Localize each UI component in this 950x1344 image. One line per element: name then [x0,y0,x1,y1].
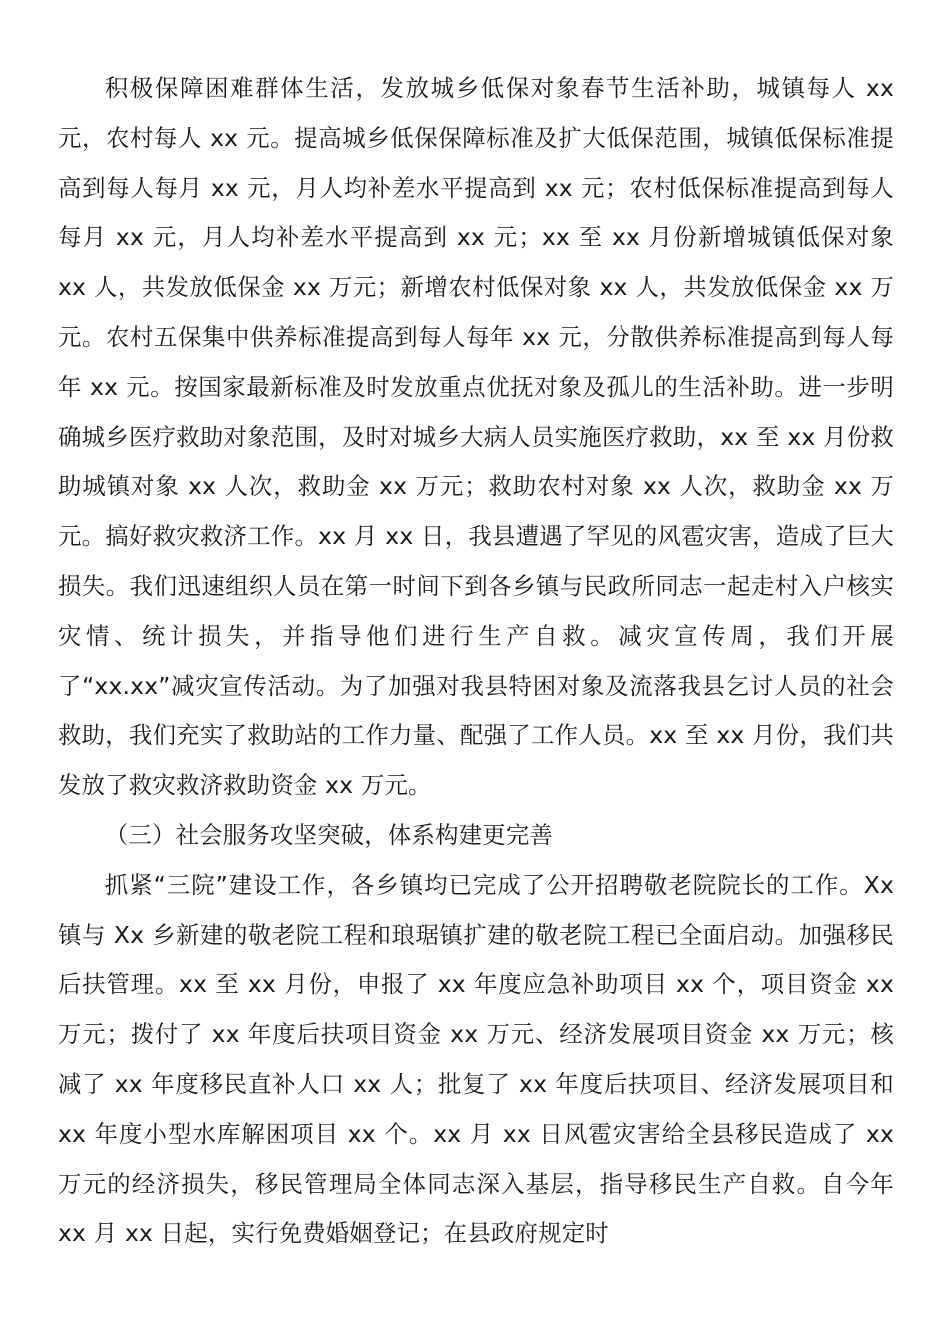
paragraph-social-services: 抓紧“三院”建设工作，各乡镇均已完成了公开招聘敬老院院长的工作。Xx 镇与 Xx 乡新建的敬老院工程和琅琚镇扩建的敬老院工程已全面启动。加强移民后扶管理。xx 至 xx 月份，申报了 xx 年度应急补助项目 xx 个，项目资金 xx 万元；拨付了 xx 年度后扶项目资金 xx 万元、经济发展项目资金 xx 万元；核减了 xx 年度移民直补人口 xx 人；批复了 xx 年度后扶项目、经济发展项目和 xx 年度小型水库解困项目 xx 个。xx 月 xx 日风雹灾害给全县移民造成了 xx 万元的经济损失，移民管理局全体同志深入基层，指导移民生产自救。自今年 xx 月 xx 日起，实行免费婚姻登记；在县政府规定时 [58,870,894,1248]
paragraph-social-assistance: 积极保障困难群体生活，发放城乡低保对象春节生活补助，城镇每人 xx 元，农村每人 xx 元。提高城乡低保保障标准及扩大低保范围，城镇低保标准提高到每人每月 xx 元，月人均补差水平提高到 xx 元；农村低保标准提高到每人每月 xx 元，月人均补差水平提高到 xx 元；xx 至 xx 月份新增城镇低保对象 xx 人，共发放低保金 xx 万元；新增农村低保对象 xx 人，共发放低保金 xx 万元。农村五保集中供养标准提高到每人每年 xx 元，分散供养标准提高到每人每年 xx 元。按国家最新标准及时发放重点优抚对象及孤儿的生活补助。进一步明确城乡医疗救助对象范围，及时对城乡大病人员实施医疗救助，xx 至 xx 月份救助城镇对象 xx 人次，救助金 xx 万元；救助农村对象 xx 人次，救助金 xx 万元。搞好救灾救济工作。xx 月 xx 日，我县遭遇了罕见的风雹灾害，造成了巨大损失。我们迅速组织人员在第一时间下到各乡镇与民政所同志一起走村入户核实灾情、统计损失，并指导他们进行生产自救。减灾宣传周，我们开展了“xx.xx”减灾宣传活动。为了加强对我县特困对象及流落我县乞讨人员的社会救助，我们充实了救助站的工作力量、配强了工作人员。xx 至 xx 月份，我们共发放了救灾救济救助资金 xx 万元。 [58,74,894,800]
document-page [58,64,894,1259]
section-heading: （三）社会服务攻坚突破，体系构建更完善 [104,820,554,849]
